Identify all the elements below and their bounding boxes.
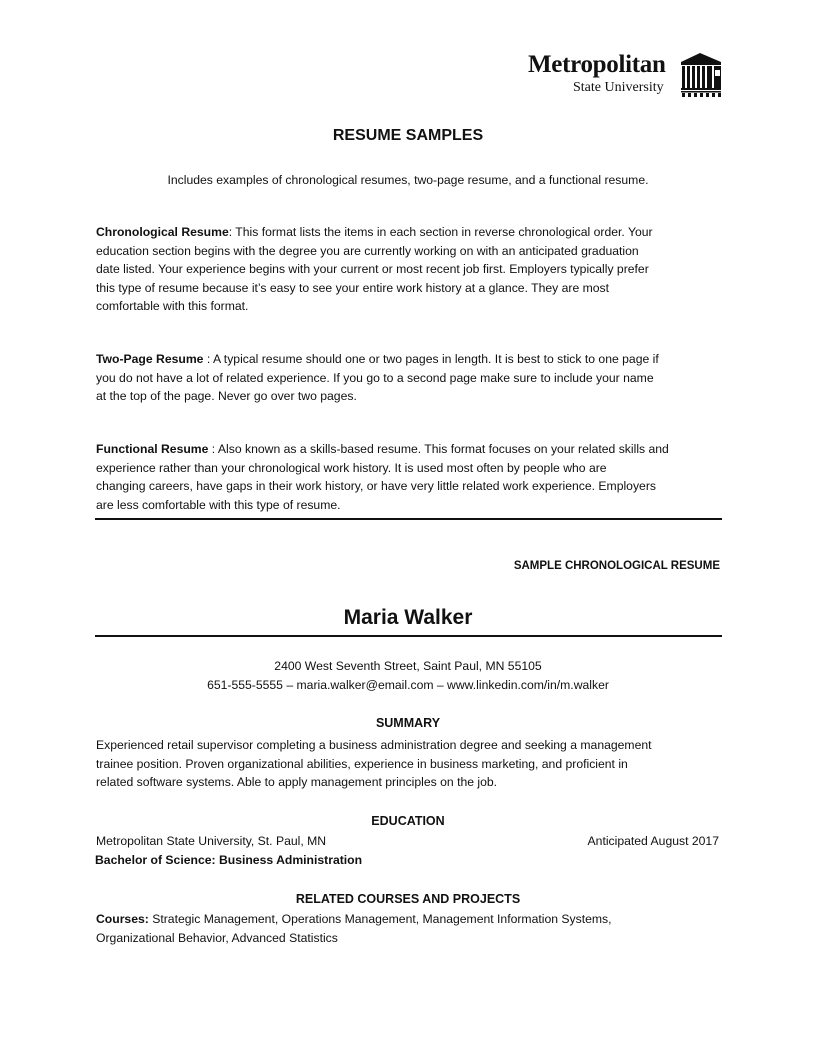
- resume-address: 2400 West Seventh Street, Saint Paul, MN 55105: [274, 659, 542, 673]
- summary-text: Experienced retail supervisor completing a business administration degree and seeking a management trainee position. Proven organizational abilities, experience in business marketing, and proficient in related software systems. Able to apply management principles on the job.: [96, 738, 652, 789]
- courses-label: Courses:: [96, 912, 149, 926]
- logo-subtitle: State University: [573, 80, 664, 95]
- school-name: Metropolitan State University, St. Paul, MN: [96, 834, 327, 848]
- building-icon: [679, 52, 722, 103]
- courses-text: Courses: Strategic Management, Operations Management, Management Information Systems, Organizational Behavior, Advanced Statistics: [96, 912, 612, 945]
- two-page-resume-definition: Two-Page Resume : A typical resume should one or two pages in length. It is best to stick to one page if you do not have a lot of related experience. If you go to a second page make sure to include your name at the top of the page. Never go over two pages.: [96, 352, 659, 403]
- resume-name: Maria Walker: [343, 606, 473, 629]
- chronological-resume-definition: Chronological Resume: This format lists the items in each section in reverse chronological order. Your education section begins with the degree you are currently working on with an anticipated graduation date listed. Your experience begins with your current or most recent job first. Employers typically prefer this type of resume because it’s easy to see your entire work history at a glance. They are most comfortable with this format.: [96, 225, 653, 313]
- section-divider: [95, 518, 722, 520]
- definition-term: Functional Resume: [96, 442, 209, 456]
- summary-heading: SUMMARY: [375, 716, 441, 730]
- sample-label: SAMPLE CHRONOLOGICAL RESUME: [513, 560, 720, 572]
- courses-heading: RELATED COURSES AND PROJECTS: [295, 892, 521, 906]
- name-underline: [95, 635, 722, 637]
- page-title: RESUME SAMPLES: [332, 127, 484, 144]
- intro-text: Includes examples of chronological resumes, two-page resume, and a functional resume.: [167, 173, 649, 187]
- functional-resume-definition: Functional Resume : Also known as a skills-based resume. This format focuses on your related skills and experience rather than your chronological work history. It is used most often by people who are changing careers, have gaps in their work history, or have very little related work experience. Employers are less comfortable with this type of resume.: [96, 442, 669, 512]
- definition-term: Chronological Resume: [96, 225, 229, 239]
- logo-wordmark: Metropolitan: [528, 51, 666, 78]
- resume-contact: 651-555-5555 – maria.walker@email.com – www.linkedin.com/in/m.walker: [207, 678, 609, 692]
- definition-term: Two-Page Resume: [96, 352, 204, 366]
- degree: Bachelor of Science: Business Administration: [95, 853, 363, 867]
- education-heading: EDUCATION: [371, 814, 445, 828]
- graduation-date: Anticipated August 2017: [587, 834, 719, 848]
